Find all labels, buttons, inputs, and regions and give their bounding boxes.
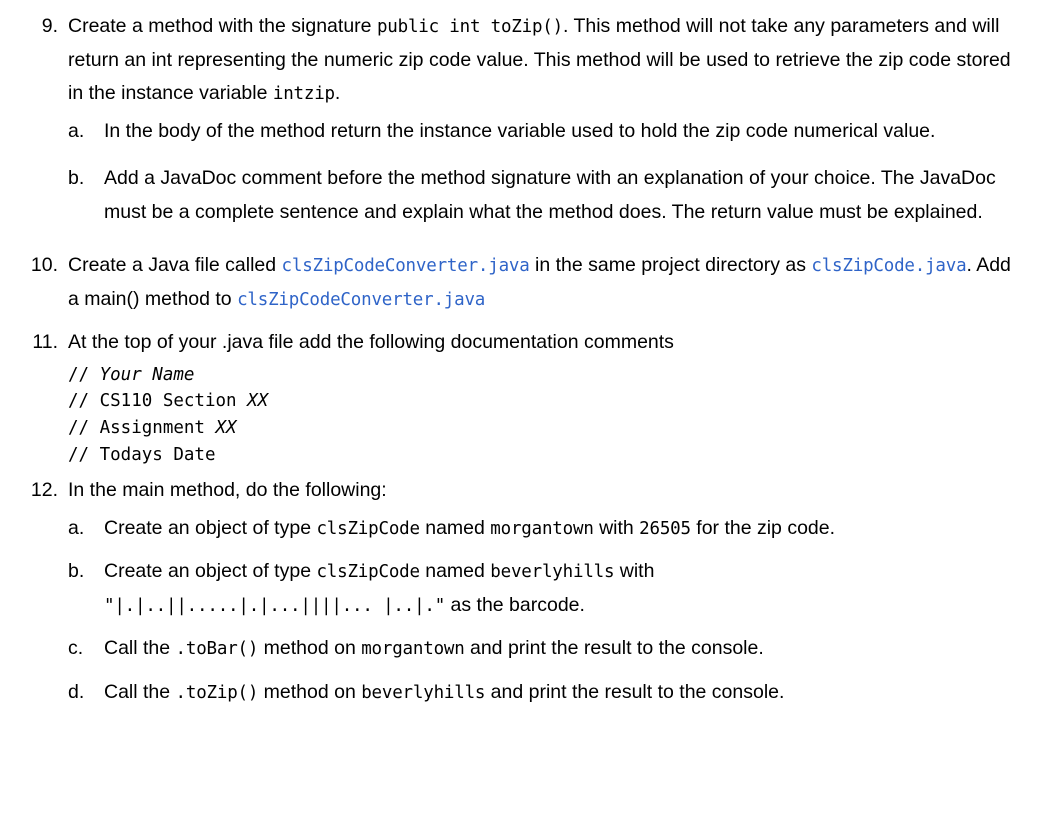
- spacer-after-item-10: [24, 316, 1020, 326]
- item12c-method-name: .toBar(): [175, 639, 259, 660]
- list-item-10-text: [68, 254, 1011, 310]
- comment-line-assignment-prefix: // Assignment: [68, 417, 216, 438]
- item9-text-part-1: Create a method with the signature: [68, 15, 377, 37]
- comment-line-name: [68, 362, 1020, 389]
- item12b-class-name: clsZipCode: [316, 562, 420, 583]
- list-item-11-text: At the top of your .java file add the following documentation comments: [68, 331, 674, 354]
- list-item-12b-text: [104, 560, 654, 616]
- item12c-text-part-1: Call the: [104, 637, 176, 660]
- list-item-10: [24, 249, 1020, 316]
- comment-line-assignment: [68, 415, 1020, 442]
- list-item-12b-letter: b.: [68, 560, 85, 583]
- item12a-object-name: morgantown: [490, 518, 594, 539]
- list-item-12d: [68, 676, 1020, 710]
- comment-line-date-prefix: // Todays Date: [68, 444, 216, 465]
- list-item-11-number: 11.: [32, 331, 58, 354]
- list-item-9-text: [68, 15, 1011, 104]
- list-item-12c-letter: c.: [68, 637, 84, 660]
- comment-line-name-prefix: //: [68, 364, 100, 385]
- list-item-9b-letter: b.: [68, 167, 85, 190]
- comment-line-section-prefix: // CS110 Section: [68, 391, 248, 412]
- item9-text-part-3: .: [334, 82, 341, 105]
- list-item-12-number: 12.: [30, 479, 58, 502]
- list-item-12c-text: [104, 637, 764, 659]
- item12d-text-part-1: Call the: [104, 680, 176, 703]
- list-item-9a: [68, 115, 1020, 149]
- item12a-text-part-1: Create an object of type: [104, 516, 317, 539]
- list-item-9b-text: Add a JavaDoc comment before the method signature with an explanation of your choice. The JavaDoc must be a complete sentence and explain what the method does. The return value must be explained.: [104, 167, 996, 223]
- comment-line-section-placeholder: XX: [247, 391, 269, 412]
- list-item-12c: [68, 632, 1020, 666]
- list-item-9a-text: In the body of the method return the instance variable used to hold the zip code numerical value.: [104, 119, 936, 142]
- comment-line-assignment-placeholder: XX: [215, 417, 237, 438]
- item10-text-part-3: . Add a main() method to: [68, 254, 1011, 310]
- item9-code-signature: public int toZip(): [376, 17, 563, 37]
- comment-line-section: [68, 388, 1020, 415]
- item9-code-variable: intzip: [272, 84, 335, 105]
- list-item-9-number: 9.: [41, 15, 58, 37]
- item12b-text-part-1: Create an object of type: [104, 560, 317, 583]
- list-item-10-number: 10.: [30, 254, 58, 277]
- list-item-12a-text: [104, 517, 835, 539]
- item12d-text-part-3: and print the result to the console.: [485, 680, 785, 703]
- item12a-text-part-4: for the zip code.: [690, 516, 836, 539]
- list-item-9: [24, 10, 1020, 229]
- item12c-text-part-2: method on: [258, 637, 362, 660]
- item12d-method-name: .toZip(): [175, 682, 259, 703]
- item10-text-part-2: in the same project directory as: [529, 254, 812, 277]
- item12a-text-part-3: with: [593, 516, 640, 539]
- item12a-class-name: clsZipCode: [316, 518, 420, 539]
- item10-filename-converter: clsZipCodeConverter.java: [281, 256, 530, 277]
- item12c-object-name: morgantown: [361, 639, 465, 660]
- item12a-text-part-2: named: [419, 516, 491, 539]
- item12b-barcode-literal: "|.|..||.....|.|...||||... |..|.": [104, 595, 446, 616]
- list-item-12-text: In the main method, do the following:: [68, 479, 387, 502]
- item12b-text-part-3: with: [614, 560, 655, 583]
- item9-text-part-2: . This method will not take any parameters and will return an int representing the numeric zip code value. This method will be used to retrieve the zip code stored in the instance variable: [68, 15, 1011, 105]
- item12b-text-part-4: as the barcode.: [445, 593, 585, 616]
- item10-filename-converter-2: clsZipCodeConverter.java: [237, 289, 486, 310]
- comment-line-date: [68, 442, 1020, 469]
- item12d-text-part-2: method on: [258, 680, 362, 703]
- item12a-zip-value: 26505: [639, 518, 691, 539]
- list-item-9b: [68, 162, 1020, 229]
- item12b-text-part-2: named: [419, 560, 491, 583]
- list-item-12a: [68, 512, 1020, 546]
- list-item-12d-text: [104, 681, 784, 703]
- item10-text-part-1: Create a Java file called: [68, 254, 282, 277]
- list-item-12: [24, 474, 1020, 709]
- documentation-comment-block: [68, 362, 1020, 468]
- list-item-12d-letter: d.: [68, 680, 85, 703]
- item12d-object-name: beverlyhills: [361, 682, 486, 703]
- item12c-text-part-3: and print the result to the console.: [464, 637, 764, 660]
- list-item-12b: [68, 555, 1020, 622]
- list-item-12-sublist: [68, 512, 1020, 710]
- list-item-9a-letter: a.: [68, 119, 85, 142]
- item10-filename-zipcode: clsZipCode.java: [811, 256, 967, 277]
- comment-line-name-placeholder: Your Name: [99, 364, 195, 385]
- list-item-9-sublist: [68, 115, 1020, 230]
- item12b-object-name: beverlyhills: [490, 562, 615, 583]
- list-item-11: [24, 326, 1020, 468]
- assignment-step-list: [24, 10, 1020, 709]
- list-item-12a-letter: a.: [68, 516, 85, 539]
